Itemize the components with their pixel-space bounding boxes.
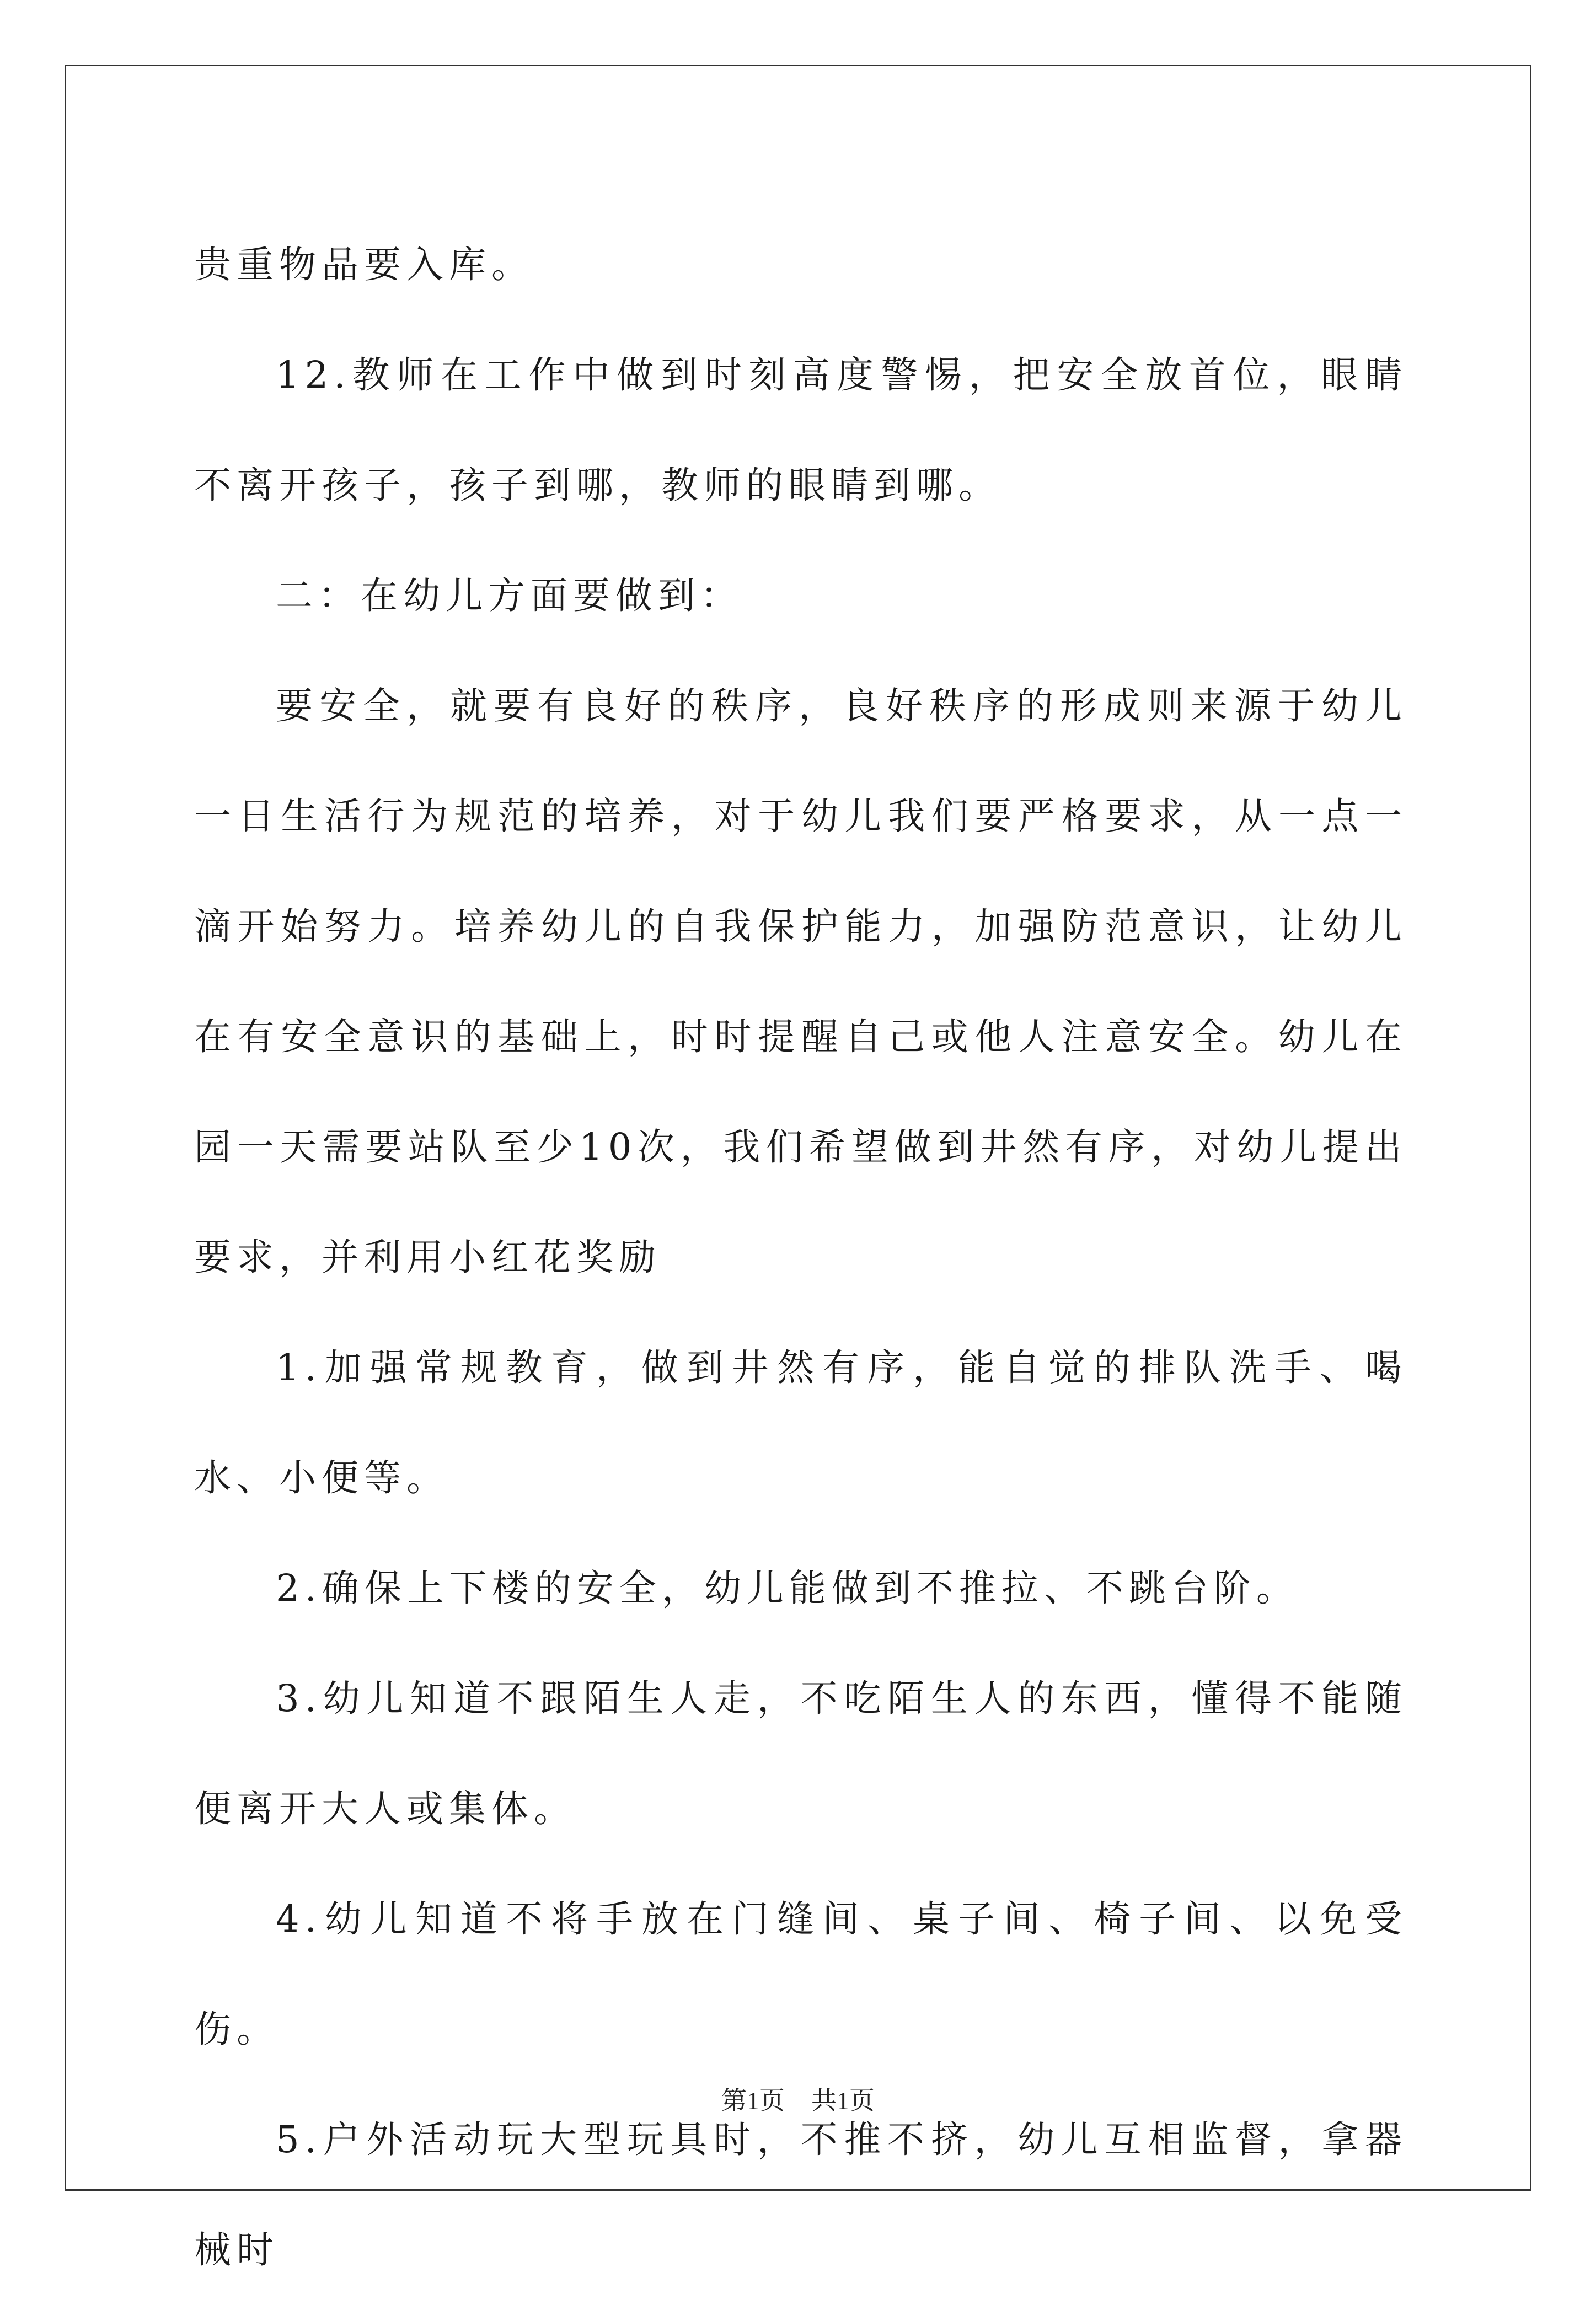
list-item: 1.加强常规教育，做到井然有序，能自觉的排队洗手、喝水、小便等。 <box>194 1346 1407 1499</box>
document-body <box>194 210 1407 2305</box>
page-number-total: 共1页 <box>811 2087 875 2115</box>
paragraph: 12.教师在工作中做到时刻高度警惕，把安全放首位，眼睛不离开孩子，孩子到哪，教师的眼睛到哪。 <box>194 353 1407 507</box>
paragraph: 贵重物品要入库。 <box>194 243 534 286</box>
paragraph: 要安全，就要有良好的秩序，良好秩序的形成则来源于幼儿一日生活行为规范的培养，对于幼儿我们要严格要求，从一点一滴开始努力。培养幼儿的自我保护能力，加强防范意识，让幼儿在有安全意识的基础上，时时提醒自己或他人注意安全。幼儿在园一天需要站队至少10次，我们希望做到井然有序，对幼儿提出要求，并利用小红花奖励 <box>194 684 1407 1279</box>
list-item: 4.幼儿知道不将手放在门缝间、桌子间、椅子间、以免受伤。 <box>194 1897 1407 2051</box>
page-footer <box>0 2081 1596 2117</box>
section-heading: 二：在幼儿方面要做到： <box>276 574 743 617</box>
list-item: 2.确保上下楼的安全，幼儿能做到不推拉、不跳台阶。 <box>276 1567 1299 1610</box>
page-number-current: 第1页 <box>721 2087 785 2115</box>
list-item: 3.幼儿知道不跟陌生人走，不吃陌生人的东西，懂得不能随便离开大人或集体。 <box>194 1677 1407 1830</box>
list-item: 5.户外活动玩大型玩具时，不推不挤，幼儿互相监督，拿器械时 <box>194 2118 1407 2271</box>
